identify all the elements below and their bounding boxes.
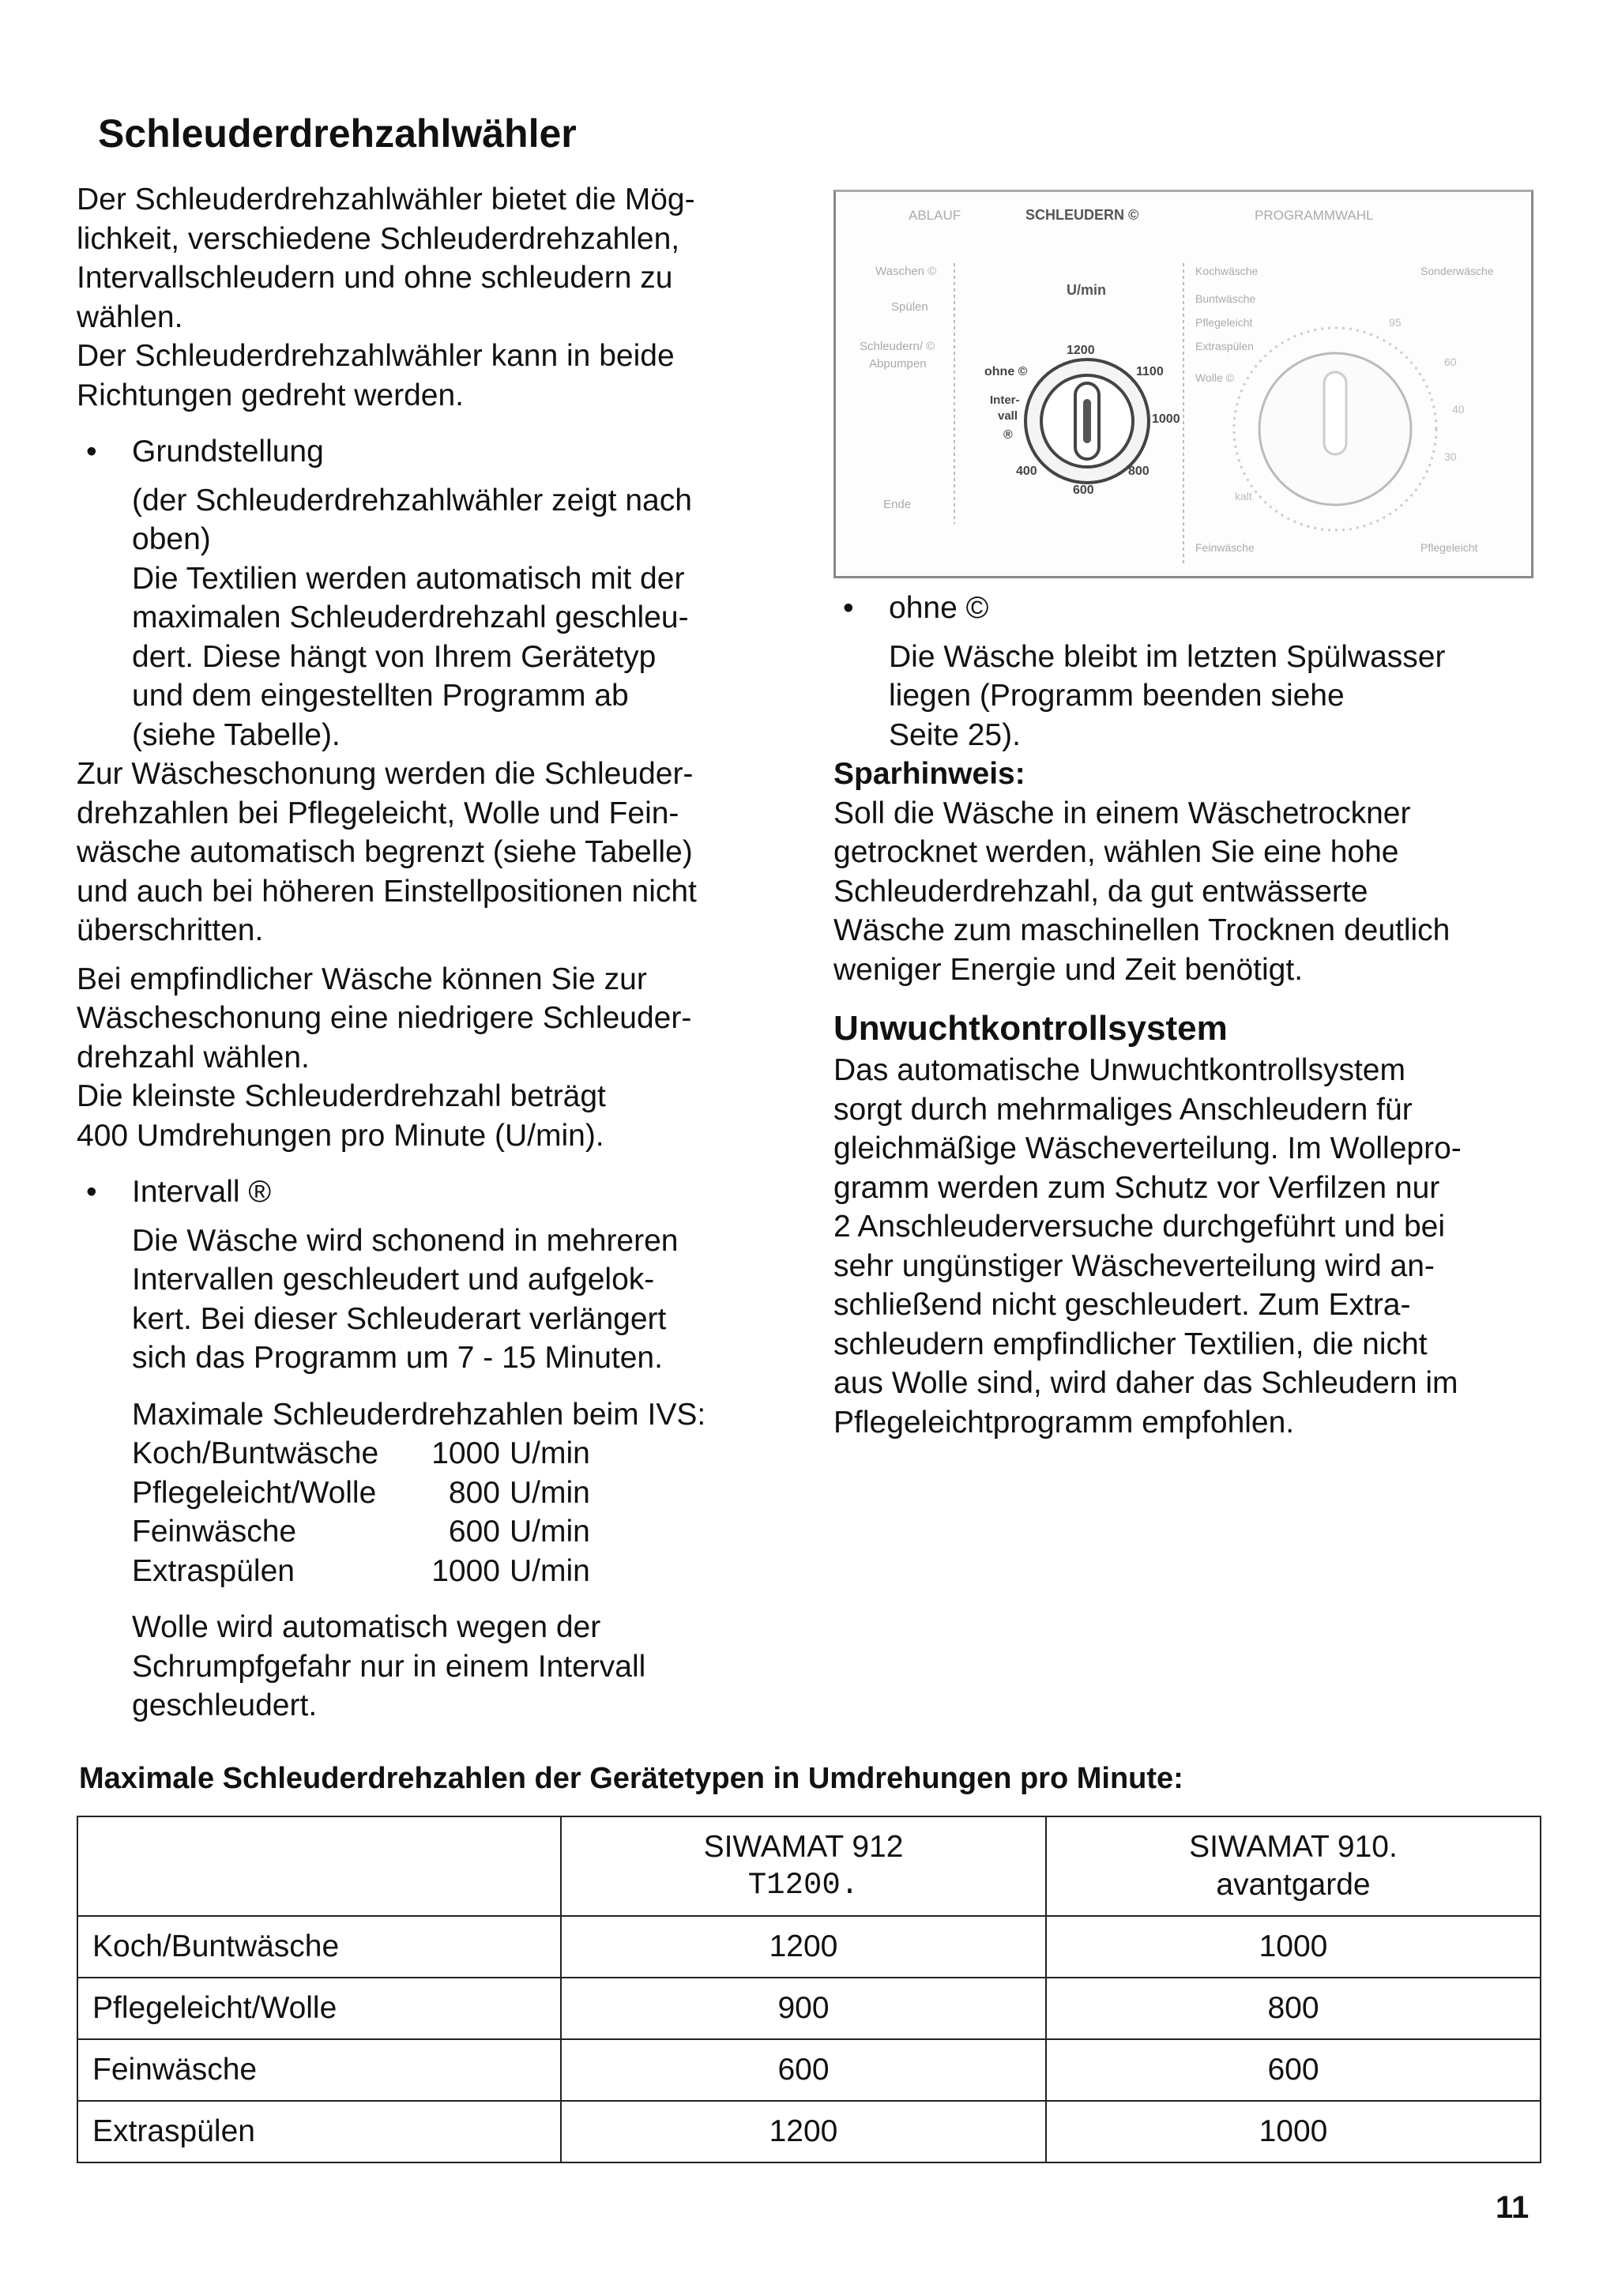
speed-table — [77, 1816, 1541, 2163]
ablauf-item: Abpumpen — [869, 357, 927, 371]
right-column — [833, 589, 1545, 1442]
temp-label: 95 — [1389, 316, 1402, 329]
program-item: Pflegeleicht — [1420, 541, 1478, 554]
table-row-label: Extraspülen — [77, 2101, 561, 2162]
ivs-row — [77, 1434, 788, 1474]
bullet-ohne — [833, 589, 1545, 628]
program-item: Sonderwäsche — [1420, 265, 1494, 277]
table-cell: 1200 — [561, 2101, 1046, 2162]
ivs-unit: U/min — [510, 1475, 590, 1510]
table-row — [77, 1916, 1541, 1978]
table-row-label: Pflegeleicht/Wolle — [77, 1978, 561, 2039]
table-cell: 800 — [1046, 1978, 1541, 2039]
speed-label: 1200 — [1067, 344, 1095, 357]
table-header-cell — [1046, 1816, 1541, 1916]
ivs-unit: U/min — [510, 1436, 590, 1470]
ohne-text: Die Wäsche bleibt im letzten Spülwasser liegen (Programm beenden siehe Seite 25). — [889, 639, 1446, 752]
speed-label: 1000 — [1152, 412, 1180, 426]
figure-header-programmwahl: PROGRAMMWAHL — [1255, 208, 1374, 223]
program-item: Extraspülen — [1195, 340, 1254, 352]
table-cell: 1000 — [1046, 1916, 1541, 1978]
table-row — [77, 1978, 1541, 2039]
table-cell: 600 — [561, 2039, 1046, 2101]
ivs-unit: U/min — [510, 1515, 590, 1549]
figure-header-ablauf: ABLAUF — [909, 208, 961, 223]
bullet-grundstellung — [77, 432, 788, 472]
table-cell: 900 — [561, 1978, 1046, 2039]
ablauf-item: Schleudern/ © — [860, 340, 935, 353]
direction-paragraph: Der Schleuderdrehzahlwähler kann in beide Richtungen gedreht werden. — [77, 339, 675, 412]
model-name: SIWAMAT 912 — [703, 1830, 904, 1864]
grundstellung-text: (der Schleuderdrehzahlwähler zeigt nach oben) Die Textilien werden automatisch mit der maximalen Schleuderdrehzahl geschleu- dert. Diese hängt von Ihrem Gerätetyp und dem eingestellten Programm ab (siehe Tabelle). — [132, 483, 692, 752]
model-variant: T1200. — [747, 1868, 860, 1903]
ivs-heading: Maximale Schleuderdrehzahlen beim IVS: — [132, 1397, 706, 1432]
ivs-row — [77, 1512, 788, 1552]
program-item: Buntwäsche — [1195, 292, 1256, 305]
temp-label: 40 — [1452, 403, 1465, 416]
table-corner-cell — [77, 1816, 561, 1916]
ivs-value: 600 — [448, 1515, 500, 1549]
ohne-label: ohne © — [984, 365, 1028, 378]
program-item: Pflegeleicht — [1195, 316, 1253, 329]
bullet-label: Grundstellung — [132, 435, 324, 469]
ivs-row — [77, 1552, 788, 1591]
wolle-paragraph: Wolle wird automatisch wegen der Schrumpfgefahr nur in einem Intervall geschleudert. — [132, 1610, 646, 1722]
bullet-dot: • — [86, 1175, 97, 1209]
table-row-label: Feinwäsche — [77, 2039, 561, 2101]
sparhinweis-text: Soll die Wäsche in einem Wäschetrockner getrocknet werden, wählen Sie eine hohe Schleuderdrehzahl, da gut entwässerte Wäsche zum maschinellen Trocknen deutlich weniger Energie und Zeit benötigt. — [833, 796, 1451, 987]
page-title: Schleuderdrehzahlwähler — [98, 111, 577, 156]
intro-paragraph: Der Schleuderdrehzahlwähler bietet die Mög- lichkeit, verschiedene Schleuderdrehzahlen, Intervallschleudern und ohne schleudern zu wählen. — [77, 183, 695, 334]
program-dial-pointer — [1324, 372, 1346, 454]
ivs-row — [77, 1474, 788, 1513]
page-number: 11 — [1496, 2190, 1530, 2225]
table-title: Maximale Schleuderdrehzahlen der Gerätetypen in Umdrehungen pro Minute: — [79, 1762, 1183, 1795]
table-header-cell — [561, 1816, 1046, 1916]
sparhinweis-heading: Sparhinweis: — [833, 757, 1025, 791]
speed-label: 1100 — [1136, 365, 1164, 378]
unwucht-text: Das automatische Unwuchtkontrollsystem sorgt durch mehrmaliges Anschleudern für gleichmäßige Wäscheverteilung. Im Wollepro- gramm werden zum Schutz vor Verfilzen nur 2 Anschleuderversuche durchgeführt und bei sehr ungünstiger Wäscheverteilung wird an- schließend nicht geschleudert. Zum Extra- schleudern empfindlicher Textilien, die nicht aus Wolle sind, wird daher das Schleudern im Pflegeleichtprogramm empfohlen. — [833, 1053, 1462, 1440]
ivs-label: Extraspülen — [132, 1553, 295, 1588]
model-name: SIWAMAT 910. — [1189, 1830, 1398, 1864]
ivs-value: 1000 — [431, 1553, 500, 1588]
table-cell: 1000 — [1046, 2101, 1541, 2162]
temp-label: 60 — [1444, 356, 1457, 368]
ablauf-item: Ende — [883, 498, 912, 511]
table-row — [77, 2039, 1541, 2101]
ivs-value: 1000 — [431, 1436, 500, 1470]
intervall-symbol: ® — [1003, 428, 1013, 442]
intervall-label: Inter- — [990, 393, 1020, 407]
schonung-paragraph: Zur Wäscheschonung werden die Schleuder- drehzahlen bei Pflegeleicht, Wolle und Fein- wäsche automatisch begrenzt (siehe Tabelle) und auch bei höheren Einstellpositionen nicht überschritten. — [77, 757, 697, 947]
kleinste-paragraph: Die kleinste Schleuderdrehzahl beträgt 400 Umdrehungen pro Minute (U/min). — [77, 1079, 606, 1153]
ivs-label: Feinwäsche — [132, 1515, 297, 1549]
bullet-dot: • — [843, 591, 854, 625]
ivs-label: Koch/Buntwäsche — [132, 1436, 379, 1470]
temp-label: kalt — [1235, 490, 1252, 502]
program-item: Wolle © — [1195, 371, 1234, 384]
ivs-label: Pflegeleicht/Wolle — [132, 1475, 377, 1510]
bullet-dot: • — [86, 435, 97, 469]
empfindlich-paragraph: Bei empfindlicher Wäsche können Sie zur Wäscheschonung eine niedrigere Schleuder- drehzahl wählen. — [77, 962, 692, 1075]
dial-unit-label: U/min — [1067, 282, 1107, 298]
unwucht-heading: Unwuchtkontrollsystem — [833, 1009, 1228, 1048]
control-panel-figure — [833, 190, 1533, 578]
bullet-label: Intervall ® — [132, 1175, 272, 1209]
program-item: Feinwäsche — [1195, 541, 1255, 554]
intervall-label: vall — [998, 409, 1018, 423]
table-cell: 600 — [1046, 2039, 1541, 2101]
figure-header-schleudern: SCHLEUDERN © — [1025, 207, 1139, 223]
bullet-label: ohne © — [889, 591, 989, 625]
intervall-text: Die Wäsche wird schonend in mehreren Intervallen geschleudert und aufgelok- kert. Bei dieser Schleuderart verlängert sich das Programm um 7 - 15 Minuten. — [132, 1223, 679, 1375]
table-cell: 1200 — [561, 1916, 1046, 1978]
ablauf-item: Spülen — [891, 300, 928, 314]
temp-label: 30 — [1444, 450, 1457, 463]
bullet-intervall — [77, 1172, 788, 1212]
table-header-row — [77, 1816, 1541, 1916]
program-item: Kochwäsche — [1195, 265, 1259, 277]
ivs-value: 800 — [448, 1475, 500, 1510]
table-row — [77, 2101, 1541, 2162]
speed-label: 400 — [1016, 465, 1037, 478]
ivs-unit: U/min — [510, 1553, 590, 1588]
speed-label: 800 — [1128, 465, 1150, 478]
ablauf-item: Waschen © — [875, 265, 937, 278]
left-column — [77, 180, 788, 1726]
model-variant: avantgarde — [1216, 1868, 1371, 1902]
table-row-label: Koch/Buntwäsche — [77, 1916, 561, 1978]
speed-label: 600 — [1073, 484, 1094, 497]
